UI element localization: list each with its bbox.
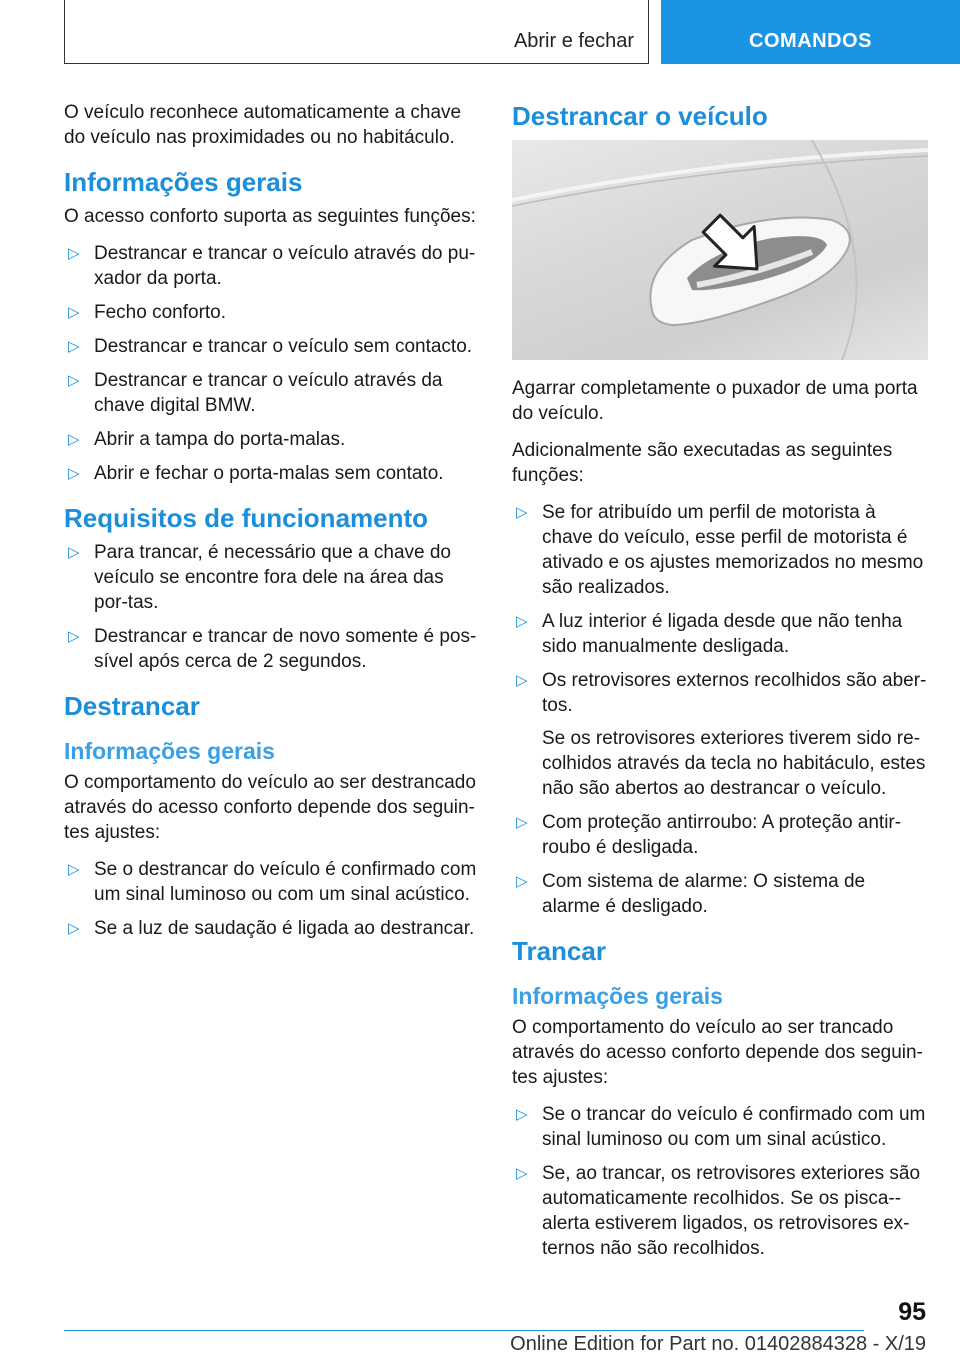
- unlock-general-subheading: Informações gerais: [64, 738, 275, 764]
- header-box: [64, 0, 649, 64]
- list-item: ▷ Destrancar e trancar o veículo através do pu-xador da porta.: [68, 243, 476, 289]
- footer-edition-text: Online Edition for Part no. 01402884328 - X/19: [510, 1333, 926, 1355]
- additional-functions-text: Adicionalmente são executadas as seguintes funções:: [512, 440, 893, 486]
- list-item: ▷ Se o trancar do veículo é confirmado com um sinal luminoso ou com um sinal acústico.: [516, 1104, 926, 1150]
- triangle-bullet-icon: ▷: [516, 814, 528, 831]
- list-item: ▷ Se, ao trancar, os retrovisores exteriores são automaticamente recolhidos. Se os pisca--alerta estiverem ligados, os retrovisores ex-ternos não são recolhidos.: [516, 1163, 921, 1259]
- right-column: [512, 100, 928, 1271]
- triangle-bullet-icon: ▷: [516, 504, 528, 521]
- grab-handle-text: Agarrar completamente o puxador de uma porta do veículo.: [512, 378, 918, 424]
- list-item: ▷ Se a luz de saudação é ligada ao destrancar.: [68, 918, 475, 939]
- triangle-bullet-icon: ▷: [68, 338, 80, 355]
- unlock-settings-list: [64, 857, 480, 941]
- list-item: ▷ Destrancar e trancar o veículo sem contacto.: [68, 336, 473, 357]
- mirror-note: Se os retrovisores exteriores tiverem sido re-colhidos através da tecla no habitáculo, estes não são abertos ao destrancar o veículo.: [542, 728, 926, 799]
- list-item: ▷ Fecho conforto.: [68, 302, 227, 323]
- list-item: ▷ Destrancar e trancar de novo somente é pos-sível após cerca de 2 segundos.: [68, 626, 477, 672]
- list-item: ▷ Abrir e fechar o porta-malas sem contato.: [68, 463, 444, 484]
- lock-general-text: O comportamento do veículo ao ser trancado através do acesso conforto depende dos seguin-tes ajustes:: [512, 1017, 923, 1088]
- unlock-functions-list: [512, 500, 928, 919]
- triangle-bullet-icon: ▷: [68, 245, 80, 262]
- left-column: [64, 100, 480, 951]
- lock-heading: Trancar: [512, 936, 606, 966]
- triangle-bullet-icon: ▷: [68, 628, 80, 645]
- triangle-bullet-icon: ▷: [516, 873, 528, 890]
- unlock-general-text: O comportamento do veículo ao ser destrancado através do acesso conforto depende dos seguin-tes ajustes:: [64, 772, 476, 843]
- list-item: ▷ Com proteção antirroubo: A proteção antir-roubo é desligada.: [516, 812, 902, 858]
- list-item: ▷ Abrir a tampa do porta-malas.: [68, 429, 346, 450]
- triangle-bullet-icon: ▷: [68, 431, 80, 448]
- header-tab-label: COMANDOS: [749, 29, 872, 52]
- list-item: ▷ Com sistema de alarme: O sistema de alarme é desligado.: [516, 871, 866, 917]
- triangle-bullet-icon: ▷: [516, 1106, 528, 1123]
- list-item: ▷ Para trancar, é necessário que a chave do veículo se encontre fora dele na área das por-tas.: [68, 542, 452, 613]
- requirements-list: [64, 540, 480, 674]
- list-item: ▷ Os retrovisores externos recolhidos são aber-tos. Se os retrovisores exteriores tiverem sido re-colhidos através da tecla no habitáculo, estes não são abertos ao destrancar o veículo.: [516, 670, 927, 799]
- list-item: ▷ Se o destrancar do veículo é confirmado com um sinal luminoso ou com um sinal acústico.: [68, 859, 477, 905]
- list-item: ▷ Destrancar e trancar o veículo através da chave digital BMW.: [68, 370, 443, 416]
- triangle-bullet-icon: ▷: [516, 1165, 528, 1182]
- requirements-heading: Requisitos de funcionamento: [64, 503, 429, 533]
- triangle-bullet-icon: ▷: [68, 861, 80, 878]
- door-handle-illustration: [512, 140, 928, 360]
- list-item: ▷ Se for atribuído um perfil de motorista à chave do veículo, esse perfil de motorista é ativado e os ajustes memorizados no mesmo são realizados.: [516, 502, 924, 598]
- general-info-heading: Informações gerais: [64, 167, 303, 197]
- lock-general-subheading: Informações gerais: [512, 983, 723, 1009]
- header-section-title: Abrir e fechar: [513, 30, 634, 52]
- lock-settings-list: [512, 1102, 928, 1261]
- footer-divider: [64, 1330, 864, 1331]
- unlock-vehicle-heading: Destrancar o veículo: [512, 101, 768, 131]
- intro-paragraph: O veículo reconhece automaticamente a chave do veículo nas proximidades ou no habitáculo.: [64, 102, 462, 148]
- triangle-bullet-icon: ▷: [68, 465, 80, 482]
- functions-list: [64, 241, 480, 486]
- triangle-bullet-icon: ▷: [68, 544, 80, 561]
- triangle-bullet-icon: ▷: [68, 920, 80, 937]
- header-tab: [661, 0, 960, 64]
- general-info-text: O acesso conforto suporta as seguintes funções:: [64, 206, 476, 227]
- list-item: ▷ A luz interior é ligada desde que não tenha sido manualmente desligada.: [516, 611, 903, 657]
- page-number: 95: [898, 1298, 926, 1326]
- unlock-heading: Destrancar: [64, 691, 200, 721]
- triangle-bullet-icon: ▷: [516, 672, 528, 689]
- door-handle-arrow-icon: [512, 140, 928, 360]
- triangle-bullet-icon: ▷: [516, 613, 528, 630]
- triangle-bullet-icon: ▷: [68, 304, 80, 321]
- triangle-bullet-icon: ▷: [68, 372, 80, 389]
